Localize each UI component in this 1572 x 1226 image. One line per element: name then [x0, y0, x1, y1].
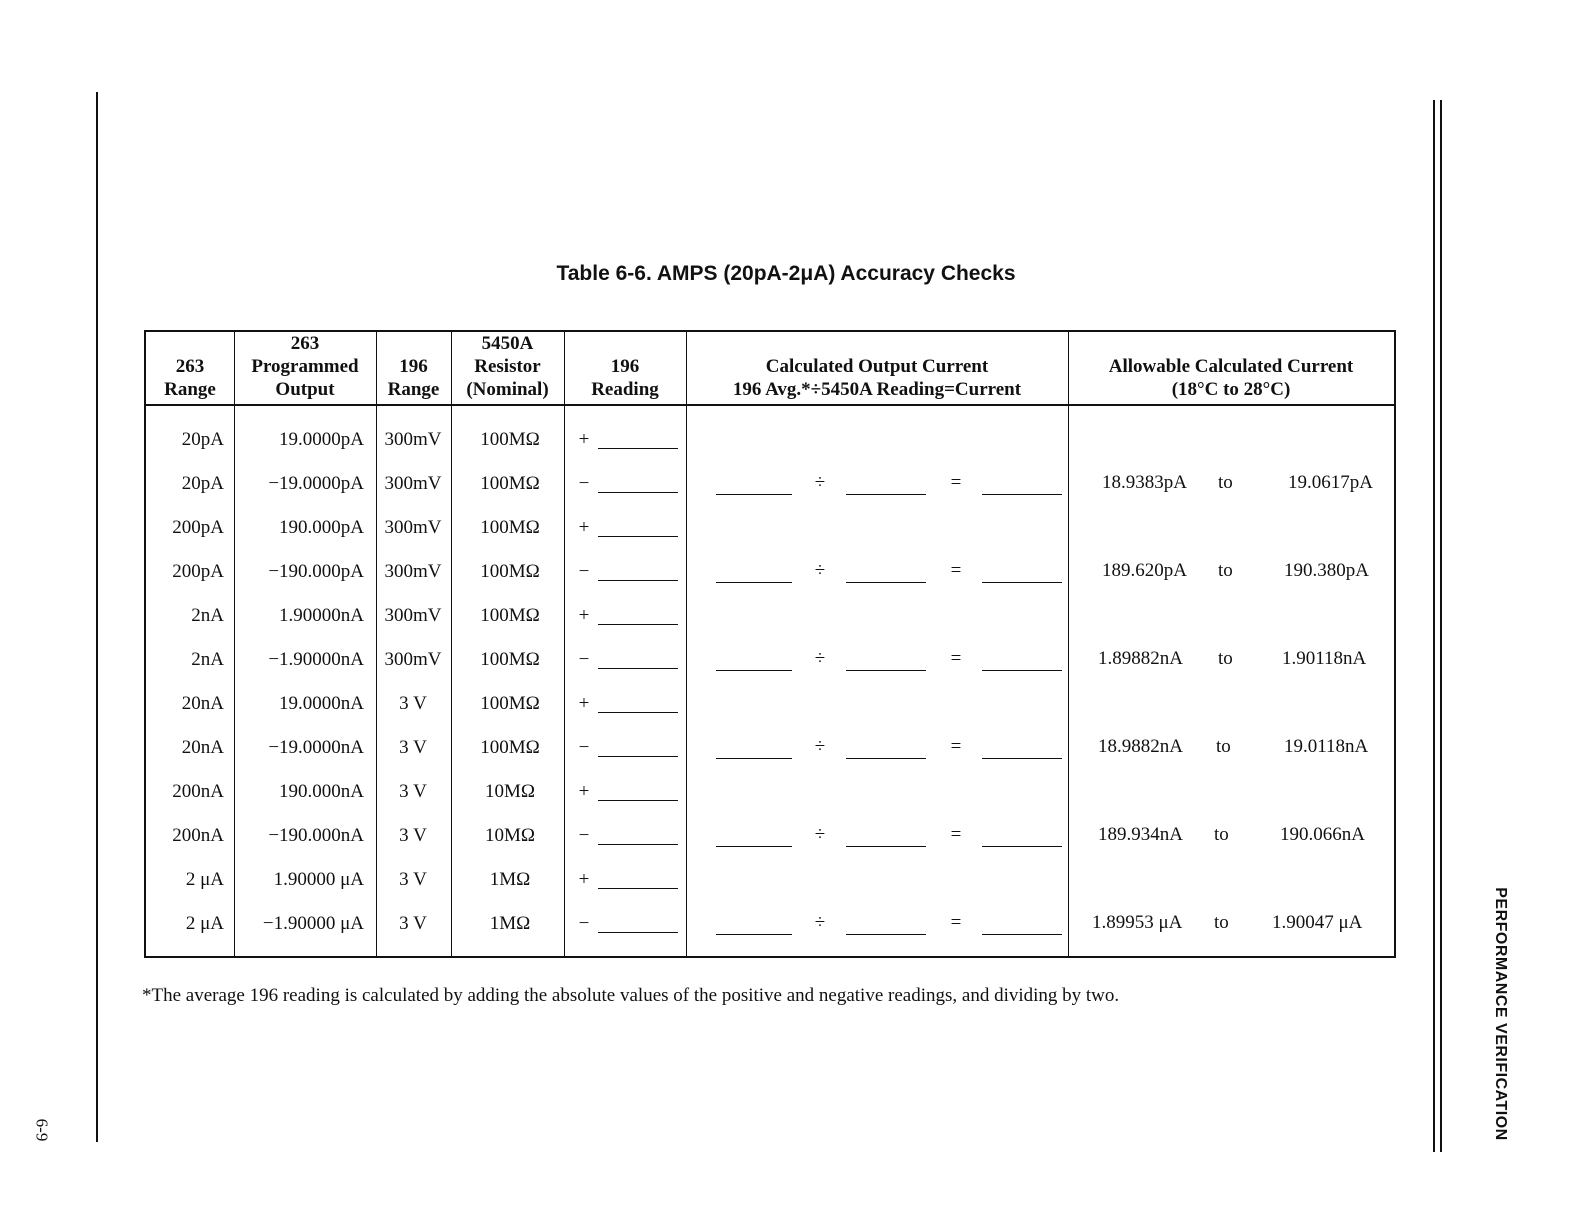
header-263-range: 263 Range: [164, 356, 216, 400]
section-side-label: PERFORMANCE VERIFICATION: [1492, 887, 1509, 1141]
limit-high: 190.066nA: [1280, 824, 1365, 845]
calc-group: ÷ = 18.9383pA to 19.0617pA: [146, 442, 1394, 530]
calc-group: ÷ = 1.89882nA to 1.90118nA: [146, 618, 1394, 706]
left-margin-rule: [96, 92, 98, 1142]
limit-to: to: [1218, 648, 1233, 669]
current-blank[interactable]: [982, 934, 1062, 935]
table-row: 20nA −19.0000nA 3 V 100MΩ −: [146, 726, 1394, 770]
table-row: 2 μA 1.90000 μA 3 V 1MΩ +: [146, 858, 1394, 902]
calc-group: ÷ = 18.9882nA to 19.0118nA: [146, 706, 1394, 794]
limit-to: to: [1218, 472, 1233, 493]
table-row: 200nA −190.000nA 3 V 10MΩ −: [146, 814, 1394, 858]
current-blank[interactable]: [982, 670, 1062, 671]
table-row: 2nA −1.90000nA 300mV 100MΩ −: [146, 638, 1394, 682]
right-margin-rule-1: [1433, 100, 1435, 1152]
limit-high: 19.0617pA: [1288, 472, 1373, 493]
limit-low: 189.934nA: [1098, 824, 1183, 845]
limit-low: 189.620pA: [1102, 560, 1187, 581]
avg-blank[interactable]: [716, 758, 792, 759]
resistor-reading-blank[interactable]: [846, 758, 926, 759]
current-blank[interactable]: [982, 494, 1062, 495]
current-blank[interactable]: [982, 758, 1062, 759]
table-row: 20pA 19.0000pA 300mV 100MΩ +: [146, 418, 1394, 462]
table-row: 200nA 190.000nA 3 V 10MΩ +: [146, 770, 1394, 814]
resistor-reading-blank[interactable]: [846, 846, 926, 847]
header-196-range: 196 Range: [387, 356, 440, 400]
table-row: 2 μA −1.90000 μA 3 V 1MΩ −: [146, 902, 1394, 946]
header-196-reading: 196 Reading: [591, 356, 659, 400]
table-title: Table 6-6. AMPS (20pA-2μA) Accuracy Checks: [556, 262, 1016, 285]
limit-to: to: [1214, 912, 1229, 933]
avg-blank[interactable]: [716, 846, 792, 847]
right-margin-rule-2: [1440, 100, 1442, 1152]
table-footnote: *The average 196 reading is calculated by adding the absolute values of the positive and negative readings, and dividing by two.: [142, 985, 1120, 1006]
current-blank[interactable]: [982, 582, 1062, 583]
page-number: 6-9: [32, 1118, 52, 1142]
avg-blank[interactable]: [716, 670, 792, 671]
limit-high: 19.0118nA: [1284, 736, 1369, 757]
calc-group: ÷ = 1.89953 μA to 1.90047 μA: [146, 882, 1394, 970]
avg-blank[interactable]: [716, 582, 792, 583]
limit-to: to: [1216, 736, 1231, 757]
table-row: 20nA 19.0000nA 3 V 100MΩ +: [146, 682, 1394, 726]
table-row: 2nA 1.90000nA 300mV 100MΩ +: [146, 594, 1394, 638]
resistor-reading-blank[interactable]: [846, 670, 926, 671]
limit-high: 190.380pA: [1284, 560, 1369, 581]
limit-low: 1.89953 μA: [1092, 912, 1183, 933]
limit-to: to: [1214, 824, 1229, 845]
header-calculated-output-current: Calculated Output Current 196 Avg.*÷5450A Reading=Current: [732, 356, 1022, 400]
resistor-reading-blank[interactable]: [846, 494, 926, 495]
calc-group: ÷ = 189.620pA to 190.380pA: [146, 530, 1394, 618]
header-allowable-calculated-current: Allowable Calculated Current (18°C to 28°C): [1108, 356, 1354, 400]
avg-blank[interactable]: [716, 494, 792, 495]
table-row: 200pA 190.000pA 300mV 100MΩ +: [146, 506, 1394, 550]
limit-to: to: [1218, 560, 1233, 581]
current-blank[interactable]: [982, 846, 1062, 847]
accuracy-table: [144, 330, 1396, 958]
table-row: 200pA −190.000pA 300mV 100MΩ −: [146, 550, 1394, 594]
limit-low: 18.9882nA: [1098, 736, 1183, 757]
limit-low: 1.89882nA: [1098, 648, 1183, 669]
header-5450a-resistor: 5450A Resistor (Nominal): [466, 333, 549, 400]
resistor-reading-blank[interactable]: [846, 934, 926, 935]
resistor-reading-blank[interactable]: [846, 582, 926, 583]
header-263-programmed-output: 263 Programmed Output: [251, 333, 359, 400]
limit-high: 1.90118nA: [1282, 648, 1367, 669]
header-divider: [146, 404, 1394, 406]
table-row: 20pA −19.0000pA 300mV 100MΩ −: [146, 462, 1394, 506]
limit-high: 1.90047 μA: [1272, 912, 1363, 933]
limit-low: 18.9383pA: [1102, 472, 1187, 493]
avg-blank[interactable]: [716, 934, 792, 935]
calc-group: ÷ = 189.934nA to 190.066nA: [146, 794, 1394, 882]
